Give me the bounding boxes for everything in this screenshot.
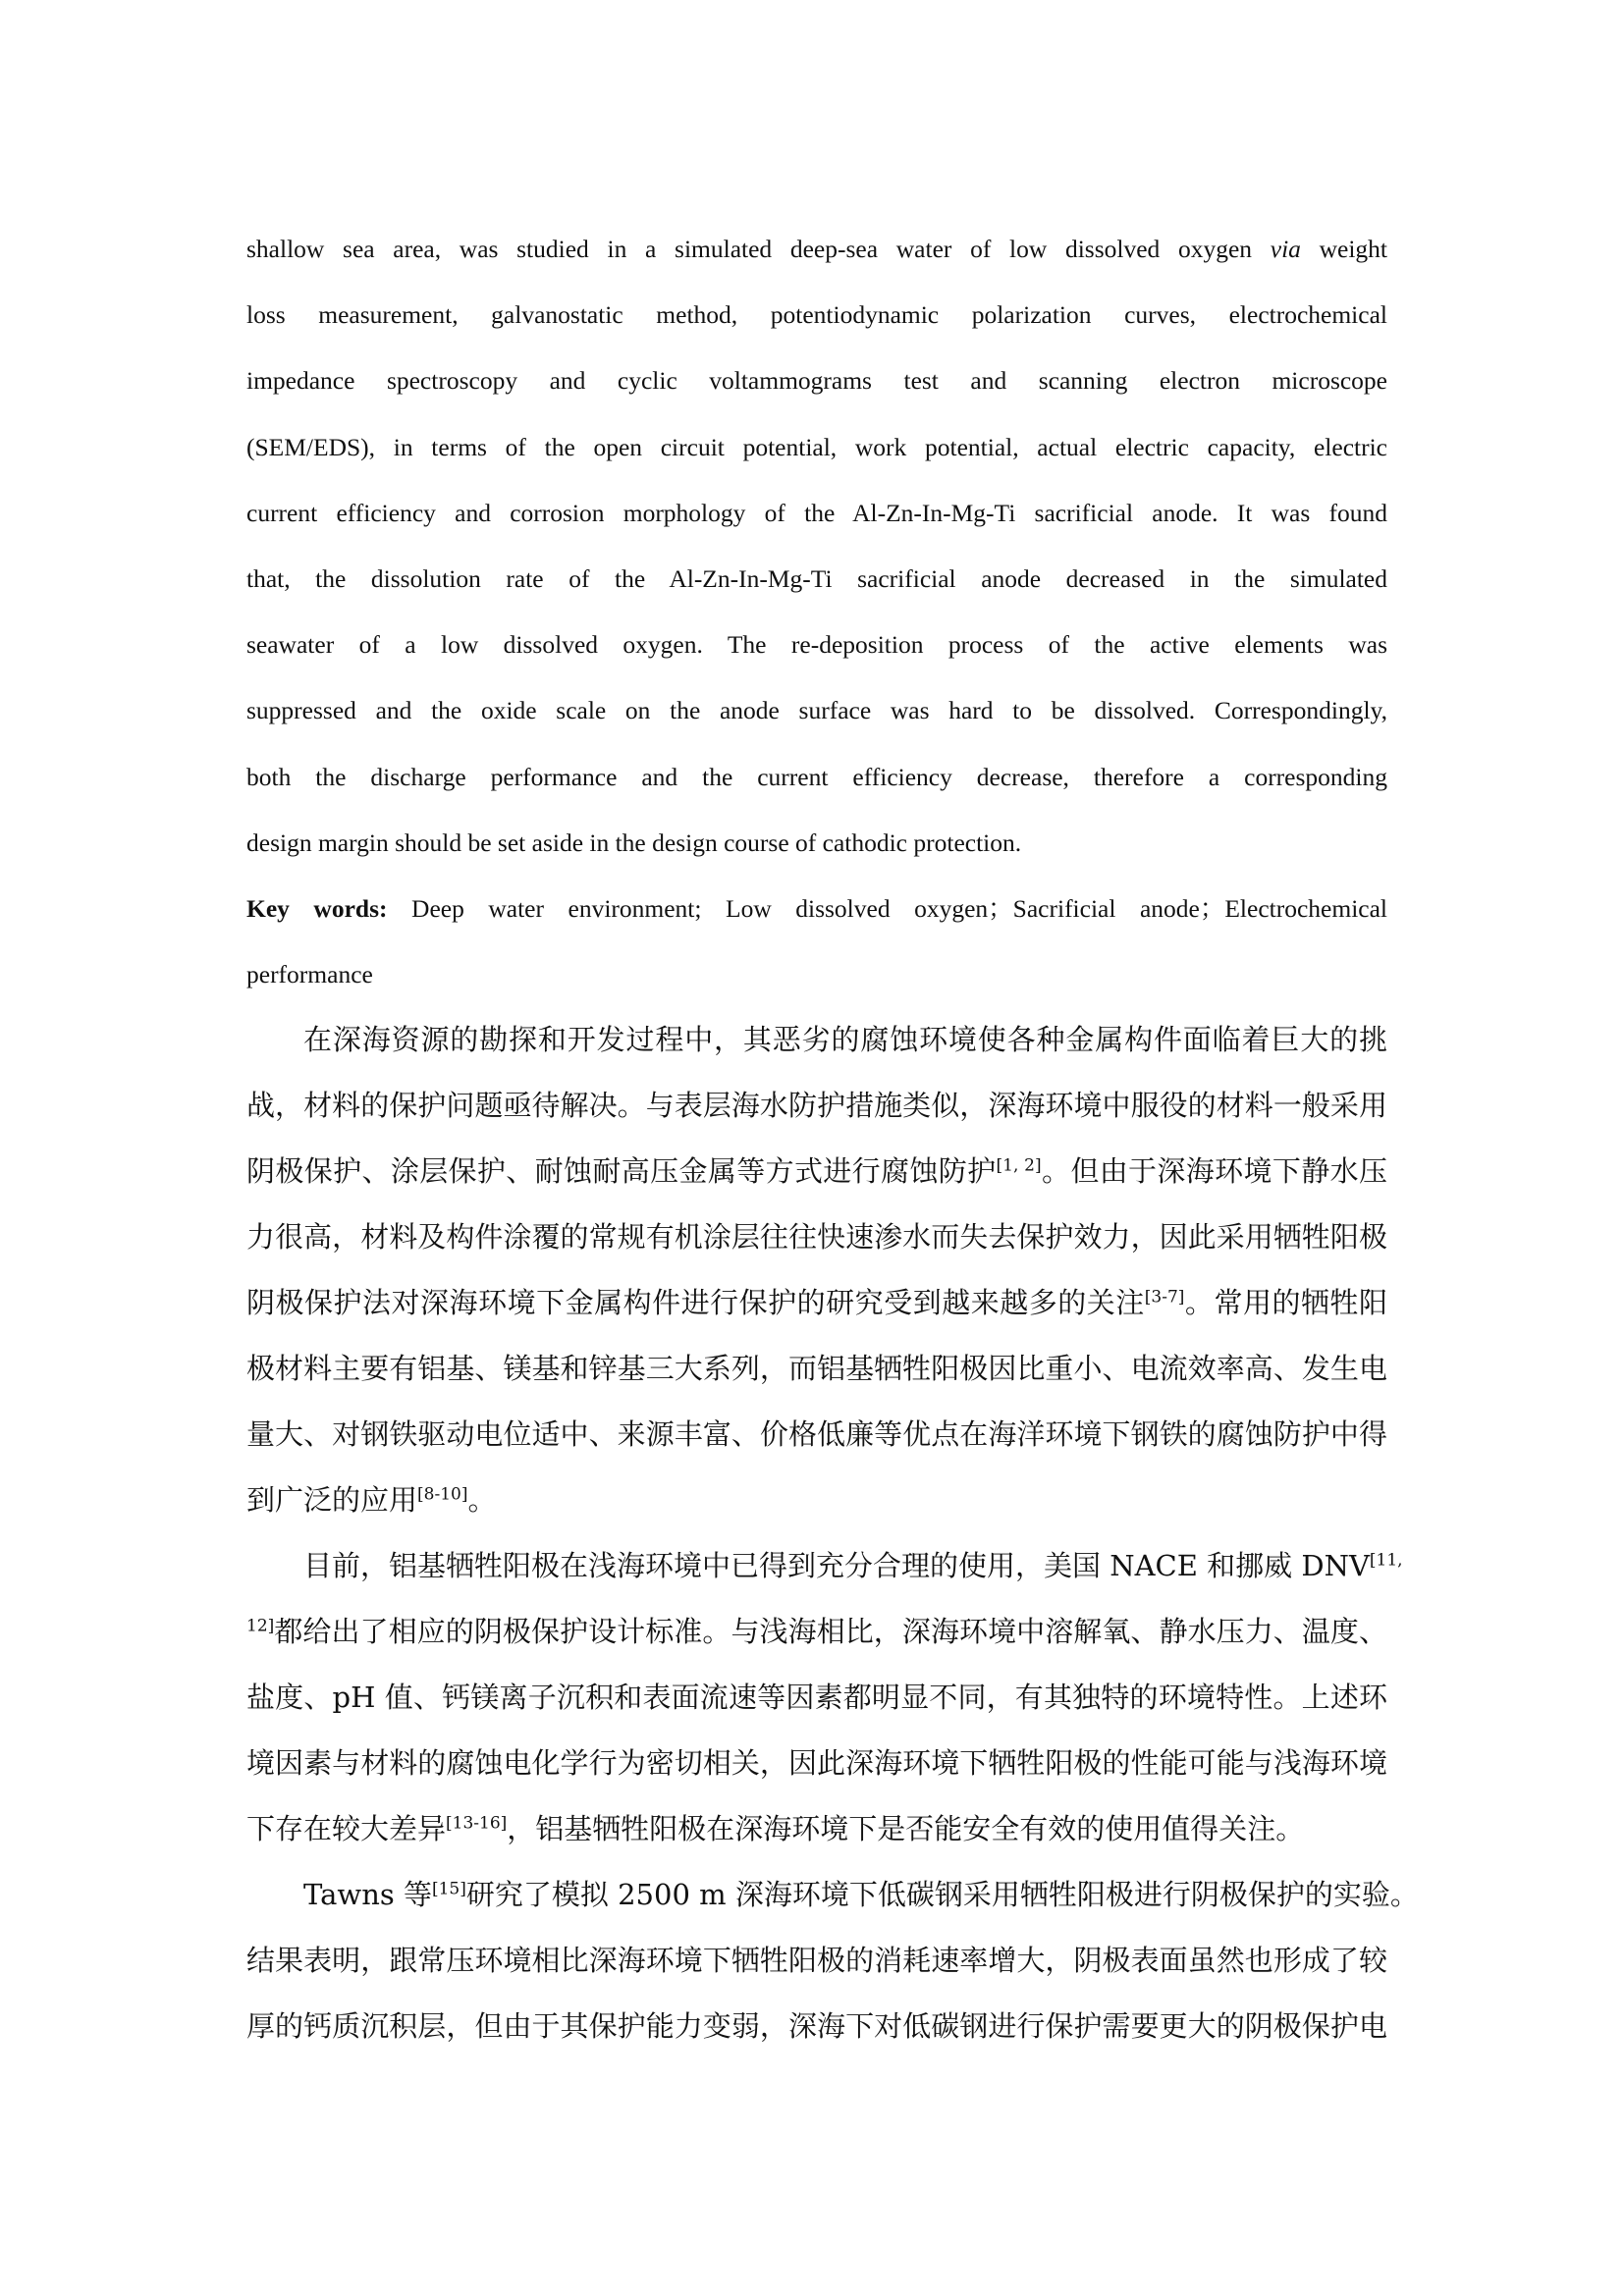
abstract-line: loss measurement, galvanostatic method, potentiodynamic polarization curves, electrochemical bbox=[246, 300, 1387, 330]
citation: [3-7] bbox=[1144, 1287, 1185, 1308]
citation: [15] bbox=[431, 1879, 466, 1899]
citation: [1, 2] bbox=[996, 1155, 1042, 1176]
body-line bbox=[246, 1139, 1387, 1204]
body-text: ，铝基牺牲阳极在深海环境下是否能安全有效的使用值得关注。 bbox=[507, 1812, 1305, 1846]
body-text: 。但由于深海环境下静水压 bbox=[1041, 1154, 1387, 1189]
body-line bbox=[246, 1270, 1387, 1336]
abstract-line: impedance spectroscopy and cyclic voltammograms test and scanning electron microscope bbox=[246, 366, 1387, 396]
abstract-line bbox=[246, 216, 1387, 282]
keywords-label: Key words: bbox=[246, 893, 388, 923]
abstract-line: design margin should be set aside in the design course of cathodic protection. bbox=[246, 828, 1022, 857]
paper-page bbox=[246, 216, 1419, 2059]
body-line: 盐度、pH 值、钙镁离子沉积和表面流速等因素都明显不同，有其独特的环境特性。上述环 bbox=[246, 1681, 1387, 1715]
body-line: 结果表明，跟常压环境相比深海环境下牺牲阳极的消耗速率增大，阴极表面虽然也形成了较 bbox=[246, 1944, 1387, 1978]
body-line bbox=[246, 1599, 1387, 1665]
body-line: 力很高，材料及构件涂覆的常规有机涂层往往快速渗水而失去保护效力，因此采用牺牲阳极 bbox=[246, 1220, 1387, 1255]
body-line: 极材料主要有铝基、镁基和锌基三大系列，而铝基牺牲阳极因比重小、电流效率高、发生电 bbox=[246, 1352, 1387, 1386]
body-text: 都给出了相应的阴极保护设计标准。与浅海相比，深海环境中溶解氧、静水压力、温度、 bbox=[274, 1615, 1387, 1649]
abstract-line: that, the dissolution rate of the Al-Zn-In-Mg-Ti sacrificial anode decreased in the simulated bbox=[246, 563, 1387, 593]
abstract-line: seawater of a low dissolved oxygen. The re-deposition process of the active elements was bbox=[246, 630, 1387, 660]
keywords-line bbox=[246, 876, 1387, 941]
abstract-text: weight bbox=[1300, 235, 1388, 263]
citation: [13-16] bbox=[446, 1813, 508, 1834]
body-text: 下存在较大差异 bbox=[246, 1812, 447, 1846]
body-line bbox=[246, 1533, 1403, 1599]
body-line: 量大、对钢铁驱动电位适中、来源丰富、价格低廉等优点在海洋环境下钢铁的腐蚀防护中得 bbox=[246, 1417, 1387, 1452]
citation: [8-10] bbox=[417, 1484, 468, 1505]
body-chinese bbox=[246, 1007, 1419, 2059]
abstract-line: (SEM/EDS), in terms of the open circuit potential, work potential, actual electric capacity, electric bbox=[246, 432, 1387, 461]
body-line: 厚的钙质沉积层，但由于其保护能力变弱，深海下对低碳钢进行保护需要更大的阴极保护电 bbox=[246, 2009, 1387, 2044]
body-text: 目前，铝基牺牲阳极在浅海环境中已得到充分合理的使用，美国 NACE 和挪威 DNV bbox=[303, 1549, 1370, 1583]
keywords-line: performance bbox=[246, 960, 373, 989]
body-text: 阴极保护法对深海环境下金属构件进行保护的研究受到越来越多的关注 bbox=[246, 1286, 1145, 1320]
abstract-line: both the discharge performance and the current efficiency decrease, therefore a corresponding bbox=[246, 762, 1387, 791]
body-text: 。 bbox=[467, 1483, 497, 1518]
abstract-text: shallow sea area, was studied in a simulated deep-sea water of low dissolved oxygen bbox=[246, 235, 1271, 263]
body-text: Tawns 等 bbox=[303, 1878, 432, 1912]
body-line: 在深海资源的勘探和开发过程中，其恶劣的腐蚀环境使各种金属构件面临着巨大的挑 bbox=[303, 1023, 1387, 1057]
abstract-line: suppressed and the oxide scale on the anode surface was hard to be dissolved. Correspondingly, bbox=[246, 696, 1387, 725]
body-line: 战，材料的保护问题亟待解决。与表层海水防护措施类似，深海环境中服役的材料一般采用 bbox=[246, 1089, 1387, 1123]
abstract-english bbox=[246, 216, 1387, 1007]
keywords-text: Deep water environment; Low dissolved oxygen；Sacrificial anode；Electrochemical bbox=[387, 893, 1388, 923]
abstract-italic-word: via bbox=[1270, 235, 1301, 263]
abstract-line: current efficiency and corrosion morphology of the Al-Zn-In-Mg-Ti sacrificial anode. It was found bbox=[246, 498, 1387, 527]
body-line bbox=[246, 1468, 1387, 1533]
body-line bbox=[246, 1796, 1387, 1862]
body-text: 。常用的牺牲阳 bbox=[1184, 1286, 1387, 1320]
citation: [11, bbox=[1369, 1550, 1403, 1571]
body-line bbox=[246, 1862, 1419, 1928]
body-text: 阴极保护、涂层保护、耐蚀耐高压金属等方式进行腐蚀防护 bbox=[246, 1154, 997, 1189]
body-text: 到广泛的应用 bbox=[246, 1483, 418, 1518]
citation: 12] bbox=[246, 1616, 275, 1636]
body-line: 境因素与材料的腐蚀电化学行为密切相关，因此深海环境下牺牲阳极的性能可能与浅海环境 bbox=[246, 1746, 1387, 1781]
body-text: 研究了模拟 2500 m 深海环境下低碳钢采用牺牲阳极进行阴极保护的实验。 bbox=[465, 1878, 1419, 1912]
